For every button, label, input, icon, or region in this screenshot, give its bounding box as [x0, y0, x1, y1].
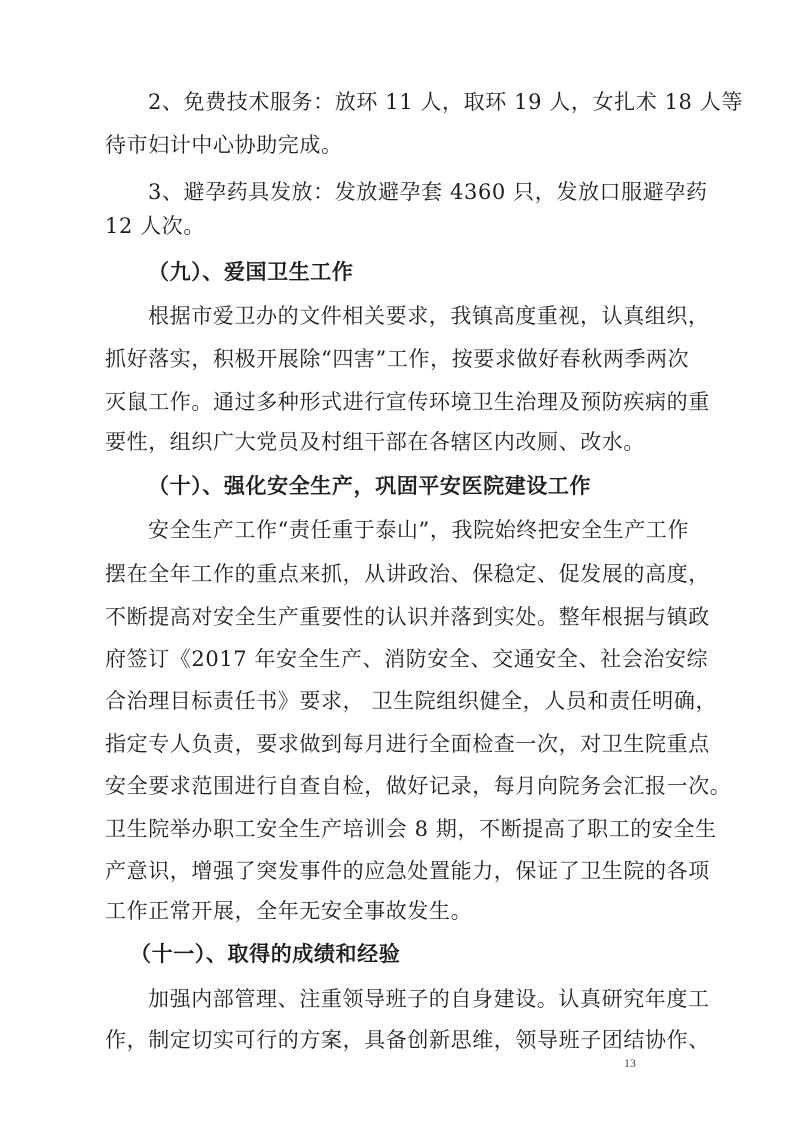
paragraph-line: 安全要求范围进行自查自检，做好记录，每月向院务会汇报一次。 [105, 774, 732, 798]
paragraph-line: 根据市爱卫办的文件相关要求，我镇高度重视，认真组织， [148, 304, 710, 328]
paragraph-line: 作，制定切实可行的方案，具备创新思维，领导班子团结协作、 [105, 1028, 710, 1052]
section-heading: （九）、爱国卫生工作 [148, 260, 354, 284]
paragraph-line: 要性，组织广大党员及村组干部在各辖区内改厕、改水。 [105, 430, 645, 454]
paragraph-line: 摆在全年工作的重点来抓，从讲政治、保稳定、促发展的高度， [105, 562, 710, 586]
paragraph-line: 合治理目标责任书》要求， 卫生院组织健全，人员和责任明确， [105, 689, 718, 713]
section-heading: （十一）、取得的成绩和经验 [130, 942, 401, 966]
page-number: 13 [624, 1056, 636, 1070]
paragraph-line: 府签订《2017 年安全生产、消防安全、交通安全、社会治安综 [105, 647, 709, 671]
paragraph-line: 加强内部管理、注重领导班子的自身建设。认真研究年度工 [148, 987, 710, 1011]
paragraph-line: 不断提高对安全生产重要性的认识并落到实处。整年根据与镇政 [105, 605, 710, 629]
paragraph-line: 灭鼠工作。通过多种形式进行宣传环境卫生治理及预防疾病的重 [105, 390, 710, 414]
paragraph-line: 2、免费技术服务：放环 11 人，取环 19 人，女扎术 18 人等 [148, 90, 743, 114]
paragraph-line: 产意识，增强了突发事件的应急处置能力，保证了卫生院的各项 [105, 859, 710, 883]
paragraph-line: 卫生院举办职工安全生产培训会 8 期，不断提高了职工的安全生 [105, 817, 717, 841]
paragraph-line: 3、避孕药具发放：发放避孕套 4360 只，发放口服避孕药 [148, 180, 708, 204]
paragraph-line: 待市妇计中心协助完成。 [105, 133, 343, 157]
paragraph-line: 指定专人负责，要求做到每月进行全面检查一次，对卫生院重点 [105, 732, 710, 756]
section-heading: （十）、强化安全生产，巩固平安医院建设工作 [148, 474, 592, 498]
paragraph-line: 12 人次。 [105, 214, 205, 238]
paragraph-line: 安全生产工作“责任重于泰山”，我院始终把安全生产工作 [148, 518, 690, 542]
paragraph-line: 抓好落实，积极开展除“四害”工作，按要求做好春秋两季两次 [105, 347, 690, 371]
paragraph-line: 工作正常开展，全年无安全事故发生。 [105, 899, 473, 923]
